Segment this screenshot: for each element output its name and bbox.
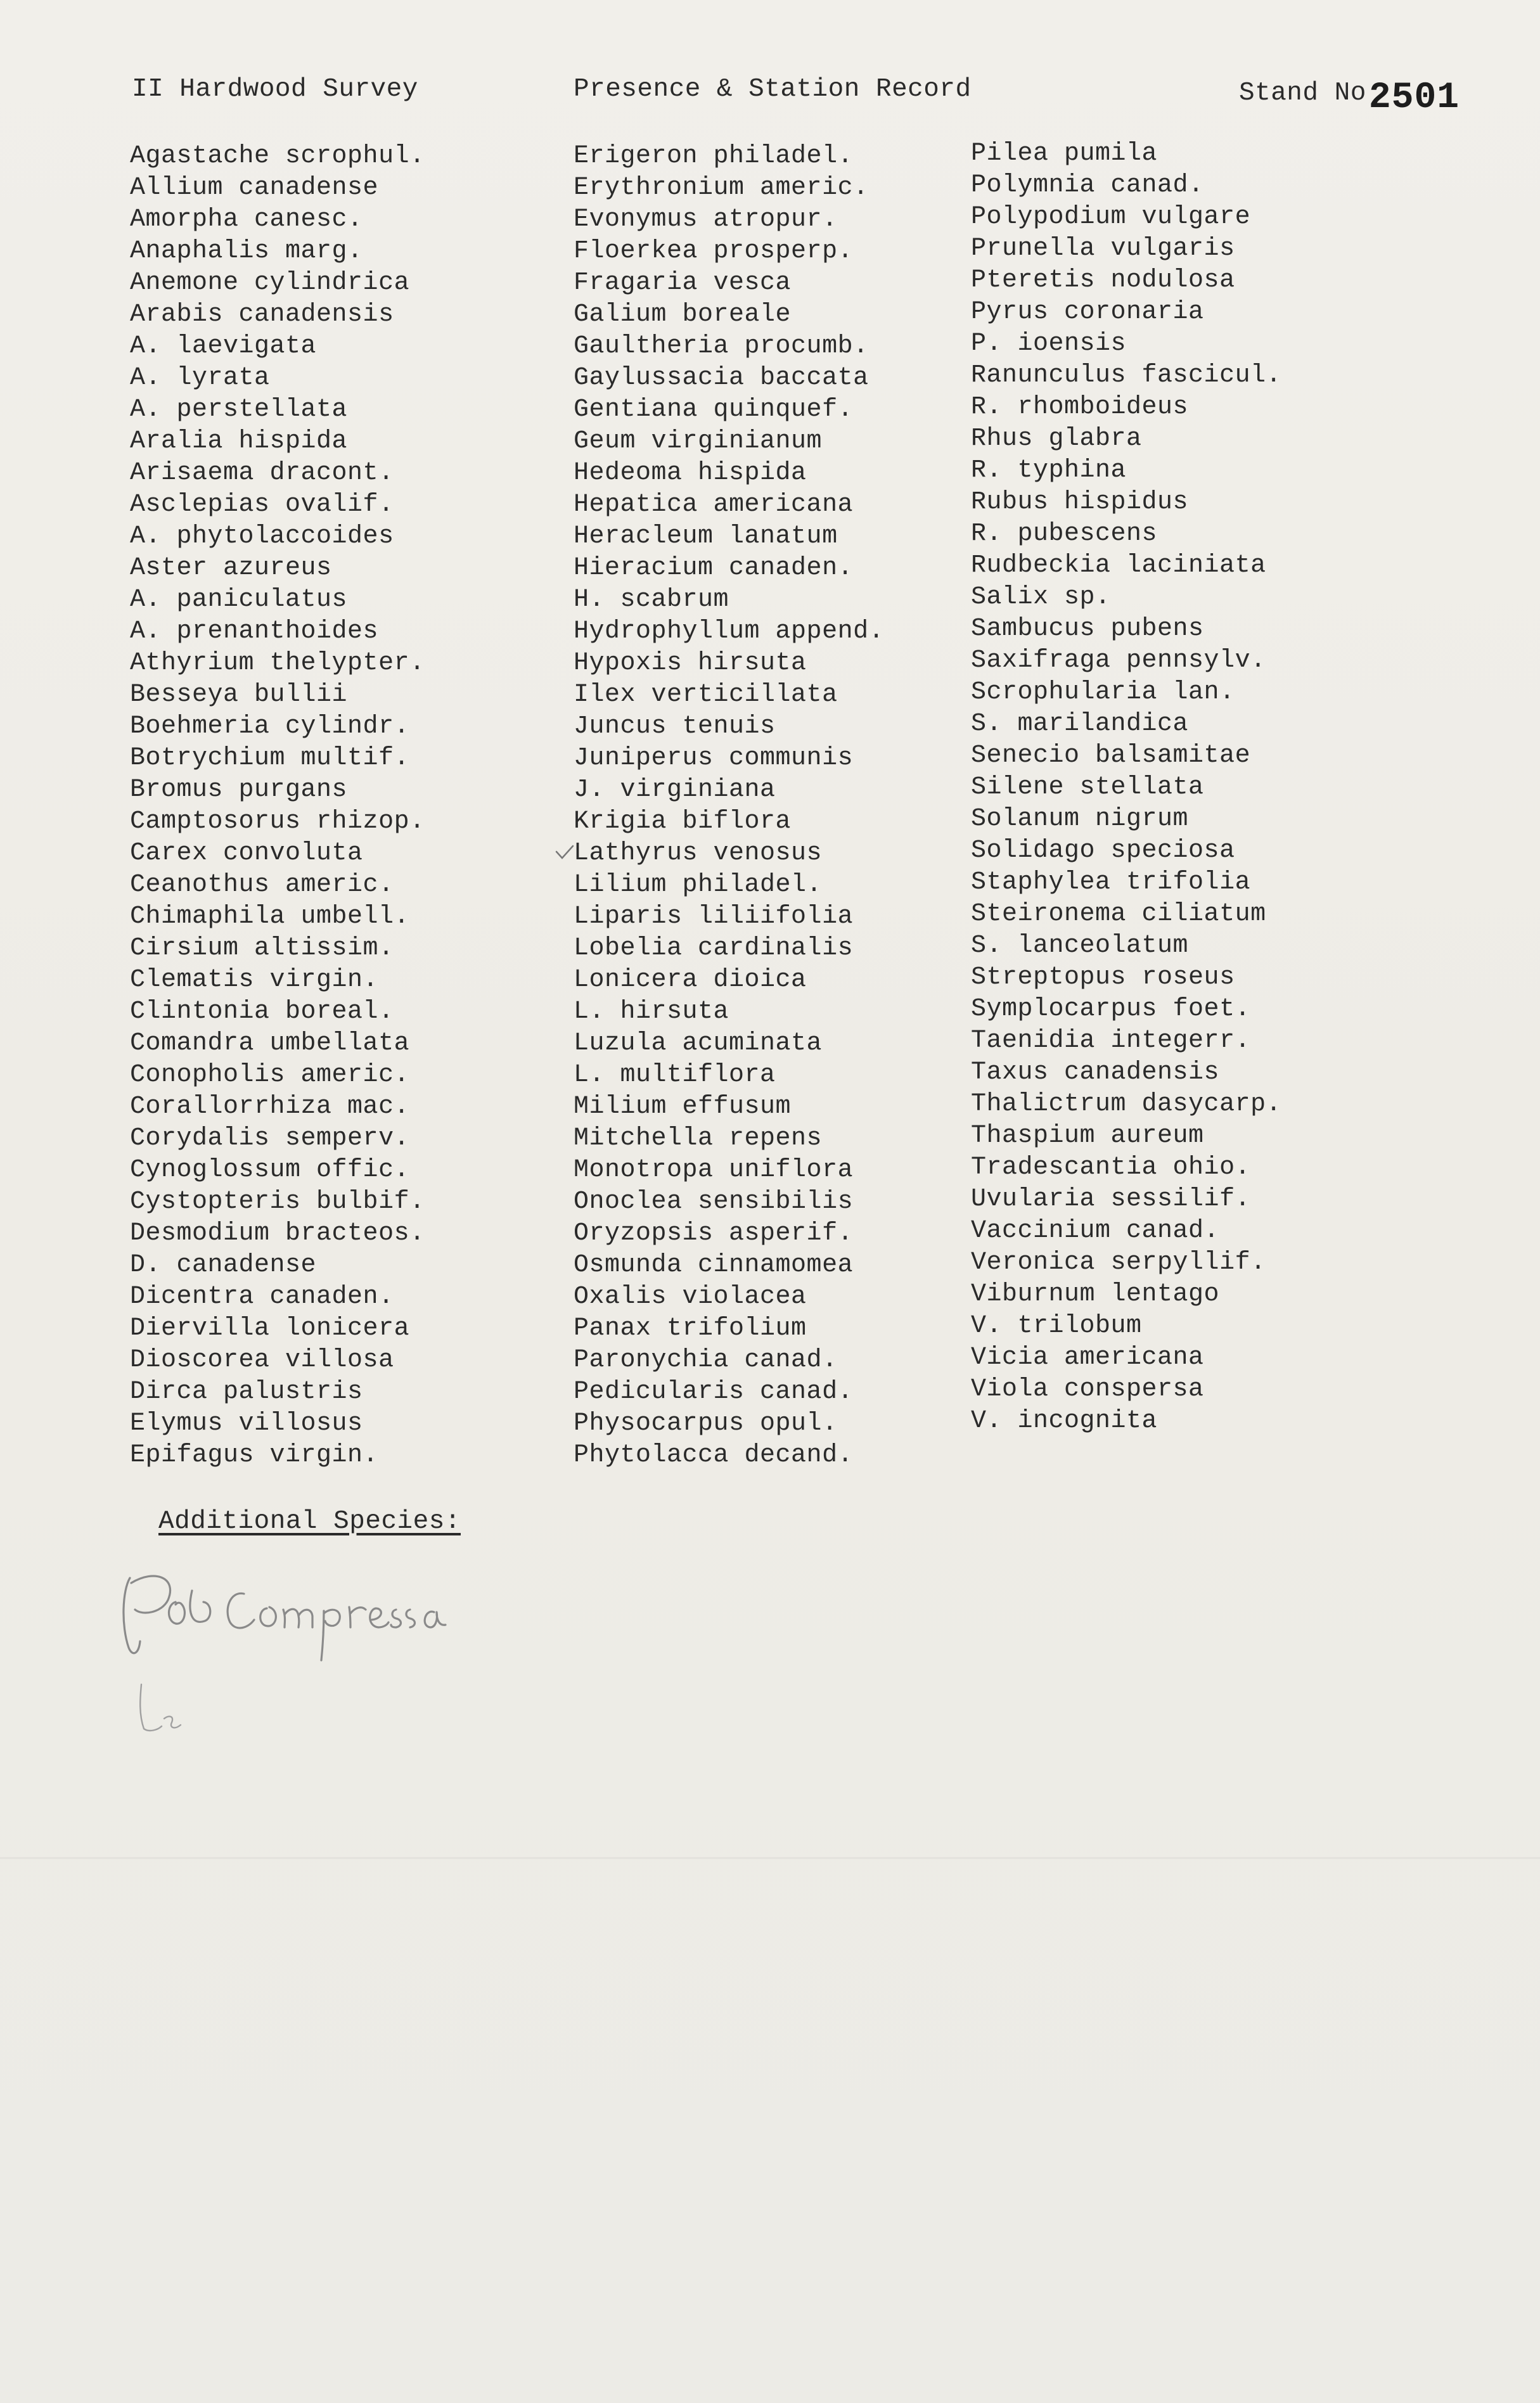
species-entry: Viola conspersa bbox=[971, 1375, 1204, 1404]
species-entry: Chimaphila umbell. bbox=[130, 902, 410, 931]
species-entry: R. pubescens bbox=[971, 520, 1158, 548]
species-entry: Botrychium multif. bbox=[130, 744, 410, 772]
species-entry: Viburnum lentago bbox=[971, 1280, 1220, 1309]
species-entry: Juncus tenuis bbox=[574, 712, 776, 741]
species-entry: Monotropa uniflora bbox=[574, 1156, 854, 1184]
species-entry: Cynoglossum offic. bbox=[130, 1156, 410, 1184]
species-entry: Desmodium bracteos. bbox=[130, 1219, 425, 1248]
species-entry: Corallorrhiza mac. bbox=[130, 1093, 410, 1121]
species-entry: J. virginiana bbox=[574, 776, 776, 804]
species-entry: A. laevigata bbox=[130, 332, 317, 361]
species-entry: Corydalis semperv. bbox=[130, 1124, 410, 1153]
species-entry: Camptosorus rhizop. bbox=[130, 807, 425, 836]
species-column-1 bbox=[130, 141, 425, 1471]
species-entry: Rhus glabra bbox=[971, 425, 1142, 453]
species-entry: Clintonia boreal. bbox=[130, 997, 394, 1026]
species-entry: Polypodium vulgare bbox=[971, 203, 1251, 231]
species-entry: Asclepias ovalif. bbox=[130, 490, 394, 519]
species-entry: Osmunda cinnamomea bbox=[574, 1251, 854, 1279]
species-entry: Silene stellata bbox=[971, 773, 1204, 802]
species-entry: Anaphalis marg. bbox=[130, 237, 363, 266]
species-entry: Fragaria vesca bbox=[574, 269, 792, 297]
species-entry: Liparis liliifolia bbox=[574, 902, 854, 931]
species-entry: Hedeoma hispida bbox=[574, 459, 807, 487]
species-entry: Dioscorea villosa bbox=[130, 1346, 394, 1375]
species-entry: S. lanceolatum bbox=[971, 932, 1189, 960]
stand-number-label: Stand No bbox=[1239, 79, 1366, 108]
species-entry: Agastache scrophul. bbox=[130, 142, 425, 170]
species-entry: Uvularia sessilif. bbox=[971, 1185, 1251, 1214]
species-entry: A. perstellata bbox=[130, 395, 348, 424]
species-entry: Anemone cylindrica bbox=[130, 269, 410, 297]
species-entry: Ceanothus americ. bbox=[130, 871, 394, 899]
species-entry: Streptopus roseus bbox=[971, 963, 1235, 992]
stand-number-field bbox=[1239, 70, 1460, 119]
species-entry: Panax trifolium bbox=[574, 1314, 807, 1343]
species-entry: Aralia hispida bbox=[130, 427, 348, 456]
species-entry: Diervilla lonicera bbox=[130, 1314, 410, 1343]
species-entry: Gaultheria procumb. bbox=[574, 332, 869, 361]
species-entry: Allium canadense bbox=[130, 174, 379, 202]
stand-number-stamp: 2501 bbox=[1368, 77, 1460, 119]
species-entry: Hydrophyllum append. bbox=[574, 617, 885, 646]
species-entry: Scrophularia lan. bbox=[971, 678, 1235, 707]
species-entry: Bromus purgans bbox=[130, 776, 348, 804]
species-entry: Solidago speciosa bbox=[971, 836, 1235, 865]
species-entry: S. marilandica bbox=[971, 710, 1189, 738]
species-entry: Athyrium thelypter. bbox=[130, 649, 425, 677]
species-entry: Erigeron philadel. bbox=[574, 142, 854, 170]
species-entry: Taenidia integerr. bbox=[971, 1027, 1251, 1055]
species-entry: Lilium philadel. bbox=[574, 871, 823, 899]
species-entry: Paronychia canad. bbox=[574, 1346, 838, 1375]
species-entry: A. paniculatus bbox=[130, 586, 348, 614]
species-entry: Pyrus coronaria bbox=[971, 298, 1204, 326]
species-entry: Rubus hispidus bbox=[971, 488, 1189, 516]
species-entry: Conopholis americ. bbox=[130, 1061, 410, 1089]
species-entry: Arisaema dracont. bbox=[130, 459, 394, 487]
species-entry: A. lyrata bbox=[130, 364, 270, 392]
species-entry: Rudbeckia laciniata bbox=[971, 551, 1266, 580]
species-entry: A. prenanthoides bbox=[130, 617, 379, 646]
species-column-3 bbox=[971, 138, 1281, 1437]
species-entry: Besseya bullii bbox=[130, 681, 348, 709]
species-entry: Floerkea prosperp. bbox=[574, 237, 854, 266]
record-title: Presence & Station Record bbox=[574, 75, 972, 104]
species-entry: Oxalis violacea bbox=[574, 1283, 807, 1311]
species-entry: Boehmeria cylindr. bbox=[130, 712, 410, 741]
species-entry: Vicia americana bbox=[971, 1343, 1204, 1372]
species-entry: Gaylussacia baccata bbox=[574, 364, 869, 392]
species-entry: L. hirsuta bbox=[574, 997, 729, 1026]
species-entry: Hieracium canaden. bbox=[574, 554, 854, 582]
species-entry: Onoclea sensibilis bbox=[574, 1188, 854, 1216]
species-entry: Veronica serpyllif. bbox=[971, 1248, 1266, 1277]
species-entry: Prunella vulgaris bbox=[971, 234, 1235, 263]
species-entry: Epifagus virgin. bbox=[130, 1441, 379, 1470]
species-entry: Tradescantia ohio. bbox=[971, 1153, 1251, 1182]
species-entry: Arabis canadensis bbox=[130, 300, 394, 329]
species-entry: Comandra umbellata bbox=[130, 1029, 410, 1058]
species-entry: Clematis virgin. bbox=[130, 966, 379, 994]
species-entry: Krigia biflora bbox=[574, 807, 792, 836]
species-entry: Amorpha canesc. bbox=[130, 205, 363, 234]
survey-title: II Hardwood Survey bbox=[132, 75, 418, 104]
species-entry: Gentiana quinquef. bbox=[574, 395, 854, 424]
species-entry: Lobelia cardinalis bbox=[574, 934, 854, 963]
species-entry: Geum virginianum bbox=[574, 427, 823, 456]
species-entry: Carex convoluta bbox=[130, 839, 363, 868]
species-entry: Dicentra canaden. bbox=[130, 1283, 394, 1311]
species-entry: Oryzopsis asperif. bbox=[574, 1219, 854, 1248]
species-entry: L. multiflora bbox=[574, 1061, 776, 1089]
species-entry: Thaspium aureum bbox=[971, 1122, 1204, 1150]
species-entry: Elymus villosus bbox=[130, 1409, 363, 1438]
species-entry: Juniperus communis bbox=[574, 744, 854, 772]
species-entry: Vaccinium canad. bbox=[971, 1217, 1220, 1245]
species-entry: Taxus canadensis bbox=[971, 1058, 1220, 1087]
species-entry: Physocarpus opul. bbox=[574, 1409, 838, 1438]
species-entry: P. ioensis bbox=[971, 330, 1127, 358]
species-entry: Cirsium altissim. bbox=[130, 934, 394, 963]
species-entry: Ilex verticillata bbox=[574, 681, 838, 709]
species-entry: Saxifraga pennsylv. bbox=[971, 646, 1266, 675]
species-entry: Polymnia canad. bbox=[971, 171, 1204, 200]
species-entry: Thalictrum dasycarp. bbox=[971, 1090, 1282, 1118]
species-entry: Cystopteris bulbif. bbox=[130, 1188, 425, 1216]
species-entry: Pedicularis canad. bbox=[574, 1378, 854, 1406]
species-entry: A. phytolaccoides bbox=[130, 522, 394, 551]
species-entry: Lathyrus venosus bbox=[574, 839, 823, 868]
species-entry: Erythronium americ. bbox=[574, 174, 869, 202]
species-entry: Mitchella repens bbox=[574, 1124, 823, 1153]
species-entry: Heracleum lanatum bbox=[574, 522, 838, 551]
species-entry: Lonicera dioica bbox=[574, 966, 807, 994]
species-column-2 bbox=[574, 141, 884, 1471]
species-entry: Salix sp. bbox=[971, 583, 1111, 612]
species-entry: Luzula acuminata bbox=[574, 1029, 823, 1058]
species-entry: H. scabrum bbox=[574, 586, 729, 614]
species-entry: R. typhina bbox=[971, 456, 1127, 485]
species-entry: Phytolacca decand. bbox=[574, 1441, 854, 1470]
additional-species-heading: Additional Species: bbox=[158, 1507, 461, 1536]
species-entry: Sambucus pubens bbox=[971, 615, 1204, 643]
species-entry: R. rhomboideus bbox=[971, 393, 1189, 421]
species-entry: Galium boreale bbox=[574, 300, 792, 329]
species-entry: Solanum nigrum bbox=[971, 805, 1189, 833]
species-entry: Steironema ciliatum bbox=[971, 900, 1266, 928]
species-entry: Senecio balsamitae bbox=[971, 741, 1251, 770]
pencil-mark bbox=[130, 1679, 187, 1736]
checkmark-icon bbox=[555, 844, 574, 861]
species-entry: Staphylea trifolia bbox=[971, 868, 1251, 897]
species-entry: Symplocarpus foet. bbox=[971, 995, 1251, 1023]
handwritten-note-poa-compressa bbox=[117, 1565, 459, 1667]
species-entry: Hypoxis hirsuta bbox=[574, 649, 807, 677]
species-entry: Aster azureus bbox=[130, 554, 332, 582]
species-entry: V. incognita bbox=[971, 1407, 1158, 1435]
species-entry: Pteretis nodulosa bbox=[971, 266, 1235, 295]
paper-fold-line bbox=[0, 1857, 1540, 1859]
species-entry: Hepatica americana bbox=[574, 490, 854, 519]
species-entry: Pilea pumila bbox=[971, 139, 1158, 168]
species-entry: D. canadense bbox=[130, 1251, 317, 1279]
species-entry: V. trilobum bbox=[971, 1312, 1142, 1340]
species-entry: Milium effusum bbox=[574, 1093, 792, 1121]
species-entry: Dirca palustris bbox=[130, 1378, 363, 1406]
species-entry: Evonymus atropur. bbox=[574, 205, 838, 234]
species-entry: Ranunculus fascicul. bbox=[971, 361, 1282, 390]
